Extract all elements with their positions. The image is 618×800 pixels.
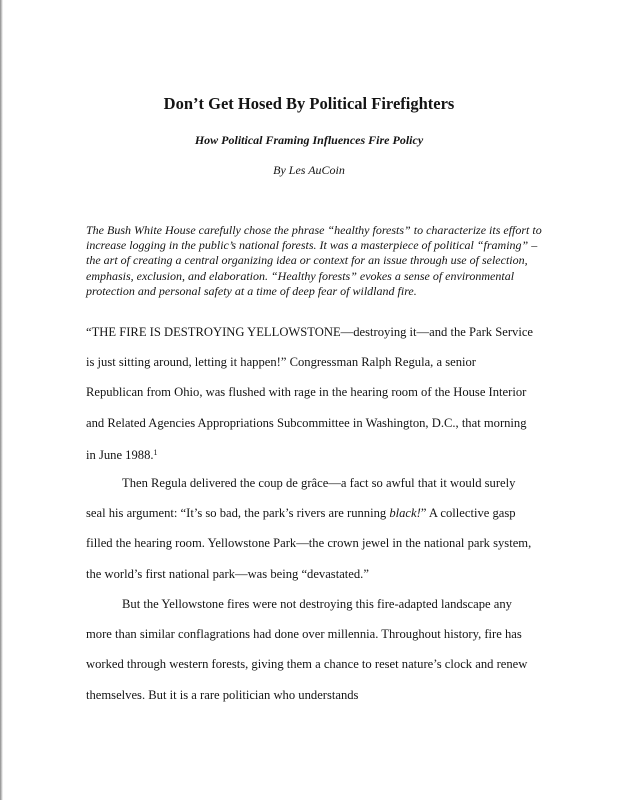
document-title: Don’t Get Hosed By Political Firefighters xyxy=(163,94,455,113)
paragraph-2-text-b: ” A collective gasp filled the hearing room. Yellowstone Park—the crown jewel in the national park system, the world’s first national park—was being “devastated.” xyxy=(86,506,532,581)
document-subtitle: How Political Framing Influences Fire Policy xyxy=(194,133,424,147)
body-paragraph-2 xyxy=(86,468,534,589)
body-paragraph-3: But the Yellowstone fires were not destroying this fire-adapted landscape any more than similar conflagrations had done over millennia. Throughout history, fire has worked through western forests, giving them a chance to reset nature’s clock and renew themselves. But it is a rare politician who understands xyxy=(86,597,528,702)
footnote-marker: 1 xyxy=(153,447,158,457)
paragraph-2-text-a: Then Regula delivered the coup de grâce—a fact so awful that it would surely seal his argument: “It’s so bad, the park’s rivers are running xyxy=(86,476,516,521)
author-byline: By Les AuCoin xyxy=(273,163,345,177)
paragraph-2-italic: black! xyxy=(389,506,421,521)
scan-edge-shadow xyxy=(0,0,3,800)
body-paragraph-1 xyxy=(86,317,534,470)
paragraph-1-text: “THE FIRE IS DESTROYING YELLOWSTONE—destroying it—and the Park Service is just sitting around, letting it happen!” Congressman Ralph Regula, a senior Republican from Ohio, was flushed with rage in the hearing room of the House Interior and Related Agencies Appropriations Subcommittee in Washington, D.C., that morning in June 1988. xyxy=(86,325,534,462)
abstract-paragraph: The Bush White House carefully chose the phrase “healthy forests” to characterize its effort to increase logging in the public’s national forests. It was a masterpiece of political “framing” – the art of creating a central organizing idea or context for an issue through use of selection, emphasis, exclusion, and elaboration. “Healthy forests” evokes a sense of environmental protection and personal safety at a time of deep fear of wildland fire. xyxy=(86,223,542,298)
